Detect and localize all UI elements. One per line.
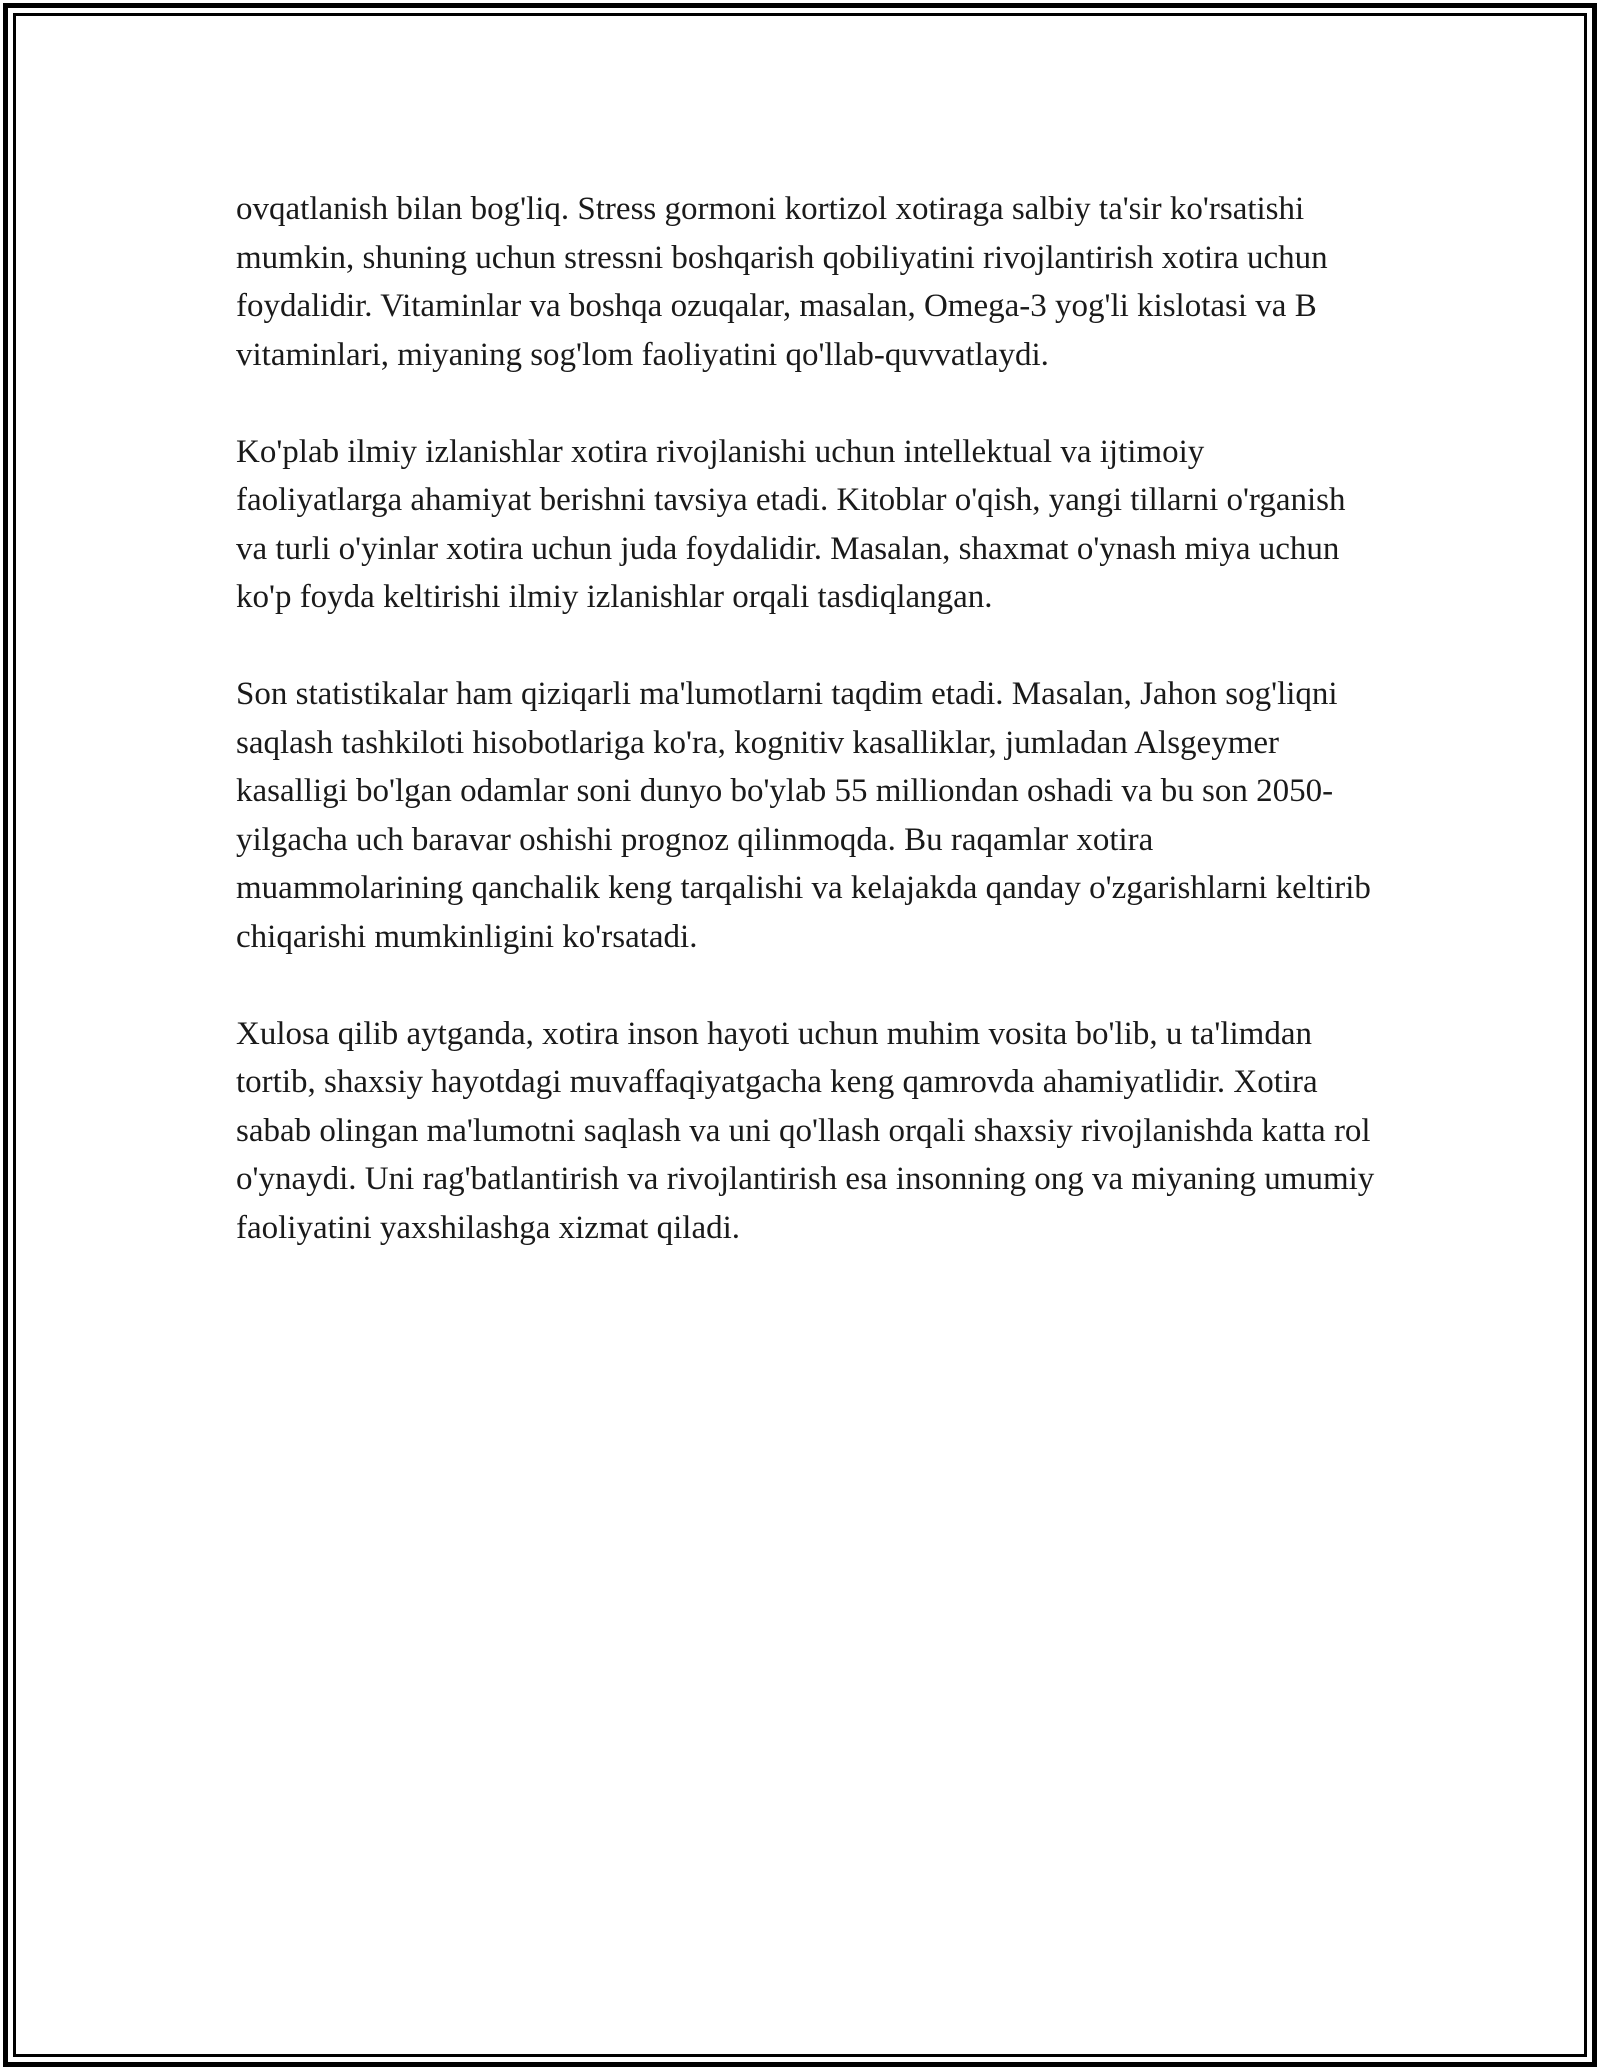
- paragraph-intellectual-activities: Ko'plab ilmiy izlanishlar xotira rivojlanishi uchun intellektual va ijtimoiy faoliyatlarga ahamiyat berishni tavsiya etadi. Kitoblar o'qish, yangi tillarni o'rganish va turli o'yinlar xotira uchun juda foydalidir. Masalan, shaxmat o'ynash miya uchun ko'p foyda keltirishi ilmiy izlanishlar orqali tasdiqlangan.: [236, 433, 1346, 615]
- paragraph-statistics: Son statistikalar ham qiziqarli ma'lumotlarni taqdim etadi. Masalan, Jahon sog'liqni saqlash tashkiloti hisobotlariga ko'ra, kognitiv kasalliklar, jumladan Alsgeymer kasalligi bo'lgan odamlar soni dunyo bo'ylab 55 milliondan oshadi va bu son 2050-yilgacha uch baravar oshishi prognoz qilinmoqda. Bu raqamlar xotira muammolarining qanchalik keng tarqalishi va kelajakda qanday o'zgarishlarni keltirib chiqarishi mumkinligini ko'rsatadi.: [236, 676, 1371, 955]
- paragraph-nutrition-stress: ovqatlanish bilan bog'liq. Stress gormoni kortizol xotiraga salbiy ta'sir ko'rsatishi mumkin, shuning uchun stressni boshqarish qobiliyatini rivojlantirish xotira uchun foydalidir. Vitaminlar va boshqa ozuqalar, masalan, Omega-3 yog'li kislotasi va B vitaminlari, miyaning sog'lom faoliyatini qo'llab-quvvatlaydi.: [236, 191, 1328, 373]
- document-body: [236, 185, 1376, 1252]
- paragraph-conclusion: Xulosa qilib aytganda, xotira inson hayoti uchun muhim vosita bo'lib, u ta'limdan tortib, shaxsiy hayotdagi muvaffaqiyatgacha keng qamrovda ahamiyatlidir. Xotira sabab olingan ma'lumotni saqlash va uni qo'llash orqali shaxsiy rivojlanishda katta rol o'ynaydi. Uni rag'batlantirish va rivojlantirish esa insonning ong va miyaning umumiy faoliyatini yaxshilashga xizmat qiladi.: [236, 1015, 1375, 1246]
